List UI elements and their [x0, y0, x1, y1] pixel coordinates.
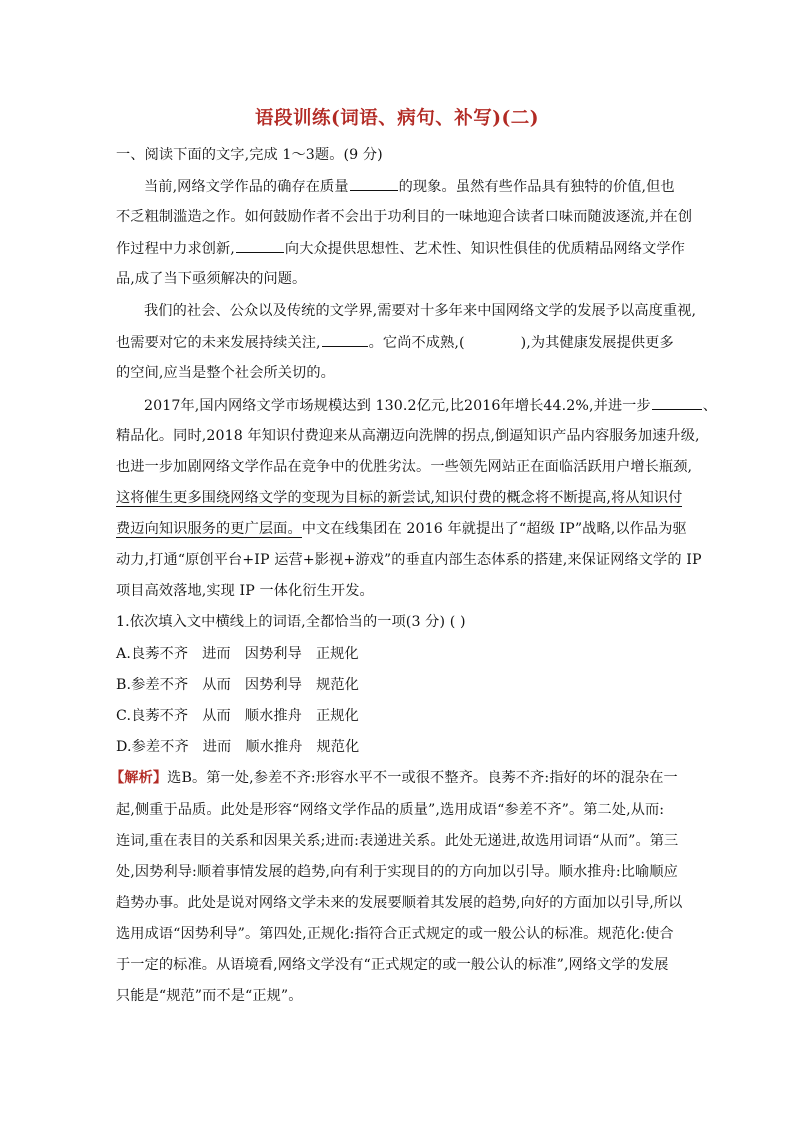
passage-line [116, 238, 685, 259]
fill-blank-2 [236, 238, 284, 253]
option-word: 因势利导 [244, 677, 303, 693]
analysis-tag: 【解析】 [110, 770, 168, 786]
passage-line: 项目高效落地,实现 IP 一体化衍生开发。 [116, 583, 374, 599]
section-heading: 一、阅读下面的文字,完成 1～3题。(9 分) [116, 147, 383, 163]
option-word: 顺水推舟 [245, 739, 303, 755]
passage-line [144, 176, 675, 197]
option-label: D. [116, 739, 132, 755]
underlined-sentence: 这将催生更多围绕网络文学的变现为目标的新尝试,知识付费的概念将不断提高,将从知识付 [116, 490, 683, 506]
option-word: 因势利导 [244, 646, 302, 662]
passage-line: 动力,打通“原创平台+IP 运营+影视+游戏”的垂直内部生态体系的搭建,来保证网络文学的 IP [116, 552, 702, 568]
option-word: 进而 [202, 646, 231, 662]
text-segment: 作过程中力求创新, [116, 241, 235, 257]
option-word: 良莠不齐 [130, 646, 189, 662]
text-segment: 2017年,国内网络文学市场规模达到 130.2亿元,比2016年增长44.2%,并进一步 [144, 398, 651, 414]
text-segment: 中文在线集团在 2016 年就提出了“超级 IP”战略,以作品为驱 [301, 521, 687, 537]
analysis-line: 处,因势利导:顺着事情发展的趋势,向有利于实现目的的方向加以引导。顺水推舟:比喻顺应 [116, 864, 678, 880]
passage-line [116, 519, 687, 539]
text-segment: 、 [702, 398, 718, 414]
option-label: C. [116, 708, 132, 724]
passage-line: 精品化。同时,2018 年知识付费迎来从高潮迈向洗牌的拐点,倒逼知识产品内容服务加速升级, [116, 428, 700, 444]
passage-line: 品,成了当下亟须解决的问题。 [116, 271, 307, 287]
option-word: 规范化 [316, 739, 360, 755]
fill-blank-3 [322, 332, 368, 347]
document-title: 语段训练(词语、病句、补写)(二) [254, 108, 539, 129]
option-label: A. [116, 646, 131, 662]
passage-line [144, 395, 717, 416]
option-word: 良莠不齐 [131, 708, 189, 724]
text-segment: 的现象。虽然有些作品具有独特的价值,但也 [398, 179, 675, 195]
option-d [116, 737, 373, 757]
passage-line: 我们的社会、公众以及传统的文学界,需要对十多年来中国网络文学的发展予以高度重视, [144, 303, 697, 319]
option-word: 从而 [202, 677, 231, 693]
text-segment: 向大众提供思想性、艺术性、知识性俱佳的优质精品网络文学作 [284, 241, 685, 257]
text-segment: ),为其健康发展提供更多 [520, 335, 674, 351]
passage-line: 不乏粗制滥造之作。如何鼓励作者不会出于功利目的一味地迎合读者口味而随波逐流,并在创 [116, 209, 693, 225]
option-word: 参差不齐 [131, 677, 189, 693]
analysis-line: 起,侧重于品质。此处是形容“网络文学作品的质量”,选用成语“参差不齐”。第二处,从而: [116, 802, 665, 818]
option-c [116, 706, 373, 726]
option-word: 顺水推舟 [244, 708, 302, 724]
analysis-line [110, 768, 678, 788]
option-word: 规范化 [316, 677, 359, 693]
option-word: 正规化 [315, 646, 359, 662]
passage-line [116, 332, 674, 353]
passage-line [116, 488, 682, 508]
analysis-line: 选用成语“因势利导”。第四处,正规化:指符合正式规定的或一般公认的标准。规范化:使合 [116, 926, 674, 942]
text-segment: 当前,网络文学作品的确存在质量 [144, 179, 349, 195]
option-word: 参差不齐 [131, 739, 189, 755]
option-b [116, 675, 373, 695]
analysis-line: 只能是“规范”而不是“正规”。 [116, 988, 303, 1004]
text-segment: 也需要对它的未来发展持续关注, [116, 335, 321, 351]
text-segment: 选B。第一处,参差不齐:形容水平不一或很不整齐。良莠不齐:指好的坏的混杂在一 [167, 770, 678, 786]
underlined-sentence: 费迈向知识服务的更广层面。 [116, 521, 302, 537]
analysis-line: 连词,重在表目的关系和因果关系;进而:表递进关系。此处无递进,故选用词语“从而”。第三 [116, 833, 679, 849]
fill-blank-1 [350, 176, 398, 191]
option-word: 正规化 [315, 708, 359, 724]
analysis-line: 于一定的标准。从语境看,网络文学没有“正式规定的或一般公认的标准”,网络文学的发展 [116, 957, 669, 973]
option-word: 进而 [202, 739, 232, 755]
question-stem: 1.依次填入文中横线上的词语,全都恰当的一项(3 分) ( ) [116, 614, 466, 630]
passage-line: 的空间,应当是整个社会所关切的。 [116, 365, 335, 381]
passage-line: 也进一步加剧网络文学作品在竞争中的优胜劣汰。一些领先网站正在面临活跃用户增长瓶颈, [116, 459, 693, 475]
analysis-line: 趋势办事。此处是说对网络文学未来的发展要顺着其发展的趋势,向好的方面加以引导,所以 [116, 895, 683, 911]
option-a [116, 644, 373, 664]
fill-blank-4 [652, 395, 702, 410]
option-word: 从而 [202, 708, 231, 724]
option-label: B. [116, 677, 132, 693]
text-segment: 。它尚不成熟,( [368, 335, 465, 351]
